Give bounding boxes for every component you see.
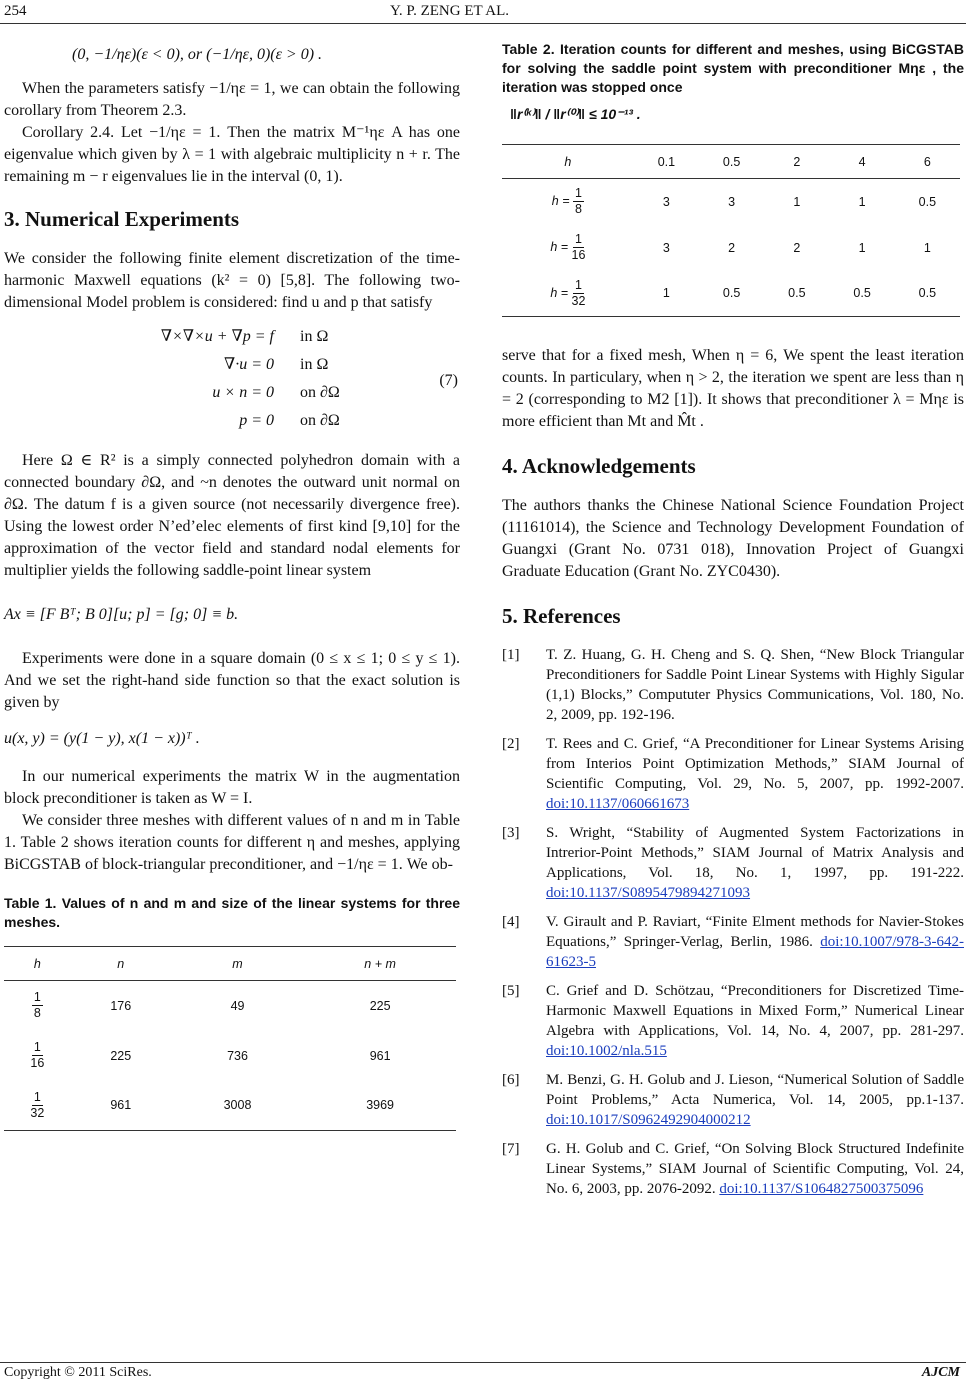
page-number: 254 [4,3,27,19]
fraction [30,1090,44,1121]
doi-link[interactable]: doi:10.1137/S0895479894271093 [546,885,751,901]
fraction-numerator: 1 [575,277,582,292]
footer-rule [0,1362,966,1363]
stopping-criterion: ‖r⁽ᵏ⁾‖ / ‖r⁽⁰⁾‖ ≤ 10⁻¹³ . [510,106,641,122]
reference-number: [2] [502,736,520,752]
fraction [32,990,43,1021]
paragraph-model-problem: We consider the following finite element discretization of the time-harmonic Maxwell equations (k² = 0) [5,8]. The following two-dimensional Model problem is considered: find u and p that satisfy [4,250,460,311]
fraction-denominator: 16 [30,1056,45,1070]
h-label: h = [550,239,569,254]
equation-system-7 [4,324,460,436]
reference-item [502,912,964,972]
interval-formula: (0, −1/ηε)(ε < 0), or (−1/ηε, 0)(ε > 0) . [72,46,323,63]
table-cell: 225 [369,998,391,1013]
corollary-2-4: Corollary 2.4. Let −1/ηε = 1. Then the matrix M⁻¹ηε A has one eigenvalue which given by λ = 1 with algebraic multiplicity n + r. The remaining m − r eigenvalues lie in the interval (0, 1). [4,124,460,185]
table-cell: 961 [110,1098,132,1113]
fraction-denominator: 8 [33,1006,41,1021]
doi-link[interactable]: doi:10.1017/S0962492904000212 [546,1112,751,1128]
journal-abbrev: AJCM [921,1365,960,1380]
table-row [502,271,960,317]
fraction-numerator: 1 [575,186,582,201]
right-column [502,40,964,1208]
table-2-caption: Table 2. Iteration counts for different and meshes, using BiCGSTAB for solving the saddle point system with preconditioner Mηε , the iteration was stopped once [502,41,964,95]
paragraph-domain: Here Ω ∈ R² is a simply connected polyhedron domain with a connected boundary ∂Ω, and ~n denotes the outward unit normal on ∂Ω. The datum f is a given source (not necessarily divergence free). Using the lowest order N’ed’elec elements of first kind [9,10] for the approximation of the vector field and standard nodal elements for multiplier yields the following saddle-point linear system [4,452,460,579]
table-cell-h [4,1031,71,1081]
fraction-numerator: 1 [575,232,582,246]
table-cell: 3 [662,194,670,209]
table-header-cell: 4 [858,154,866,169]
header-rule [0,23,966,24]
table-cell: 0.5 [918,194,937,209]
table-row [4,1031,456,1081]
reference-text: T. Z. Huang, G. H. Cheng and S. Q. Shen, “New Block Triangular Preconditioners for Saddle Point Linear Systems with Highly Sigular (1,1) Blocks,” Compututer Physics Communications, Vol. 180, No. 2, 2009, pp. 192-196. [546,647,964,723]
table-cell: 49 [230,998,245,1013]
fraction-numerator: 1 [33,990,41,1005]
table-row [502,179,960,225]
reference-item [502,823,964,903]
table-2 [502,144,960,317]
paragraph-augmentation: In our numerical experiments the matrix W in the augmentation block preconditioner is taken as W = I. [4,768,460,807]
table-cell: 176 [110,998,132,1013]
fraction [30,1040,44,1071]
table-cell: 736 [227,1048,248,1063]
equation-condition: on ∂Ω [300,384,340,401]
fraction [573,186,584,217]
paragraph-parameters: When the parameters satisfy −1/ηε = 1, we can obtain the following corollary from Theorem 2.3. [4,80,460,119]
equation-condition: in Ω [300,328,329,345]
reference-number: [4] [502,914,520,930]
doi-link[interactable]: doi:10.1137/S1064827500375096 [719,1181,924,1197]
table-cell: 0.5 [788,286,806,301]
table-header-cell: 2 [793,154,801,169]
paragraph-results: serve that for a fixed mesh, When η = 6, We spent the least iteration counts. In particulary, when η > 2, the iteration we spent are less than η = 2 (corresponding to M2 [1]). It shows that preconditioner λ = Mηε is more efficient than Mt and M̂t . [502,347,964,430]
table-row [4,981,456,1031]
table-header-cell: m [232,956,243,971]
doi-link[interactable]: doi:10.1137/060661673 [546,796,690,812]
h-label: h = [550,285,569,300]
running-title: Y. P. ZENG ET AL. [390,3,510,19]
table-cell: 0.5 [918,286,937,301]
table-cell: 961 [369,1048,391,1063]
reference-item [502,1070,964,1130]
equation-lhs: ∇×∇×u + ∇p = f [160,328,274,345]
fraction-denominator: 32 [571,293,586,308]
reference-text: V. Girault and P. Raviart, “Finite Elment methods for Navier-Stokes Equations,” Springer-Verlag, Berlin, 1986. [546,914,964,950]
table-row [502,225,960,271]
table-cell: 0.5 [853,286,871,301]
fraction-numerator: 1 [33,1089,41,1104]
reference-text: C. Grief and D. Schötzau, “Preconditioners for Discretized Time-Harmonic Maxwell Equations in Mixed Form,” Numerical Linear Algebra with Applications, Vol. 14, No. 4, 2007, pp. 281-297. [546,983,964,1039]
section-4-heading: 4. Acknowledgements [502,454,696,478]
table-cell: 2 [793,240,801,255]
table-cell: 2 [728,240,736,255]
fraction [572,278,586,309]
fraction-denominator: 16 [571,248,586,262]
reference-number: [1] [502,647,520,663]
table-cell-h [4,1081,71,1131]
table-1-caption: Table 1. Values of n and m and size of the linear systems for three meshes. [4,895,460,930]
section-3-heading: 3. Numerical Experiments [4,207,240,231]
table-header-cell: n + m [364,956,396,971]
table-cell-h [502,271,634,317]
reference-text: G. H. Golub and C. Grief, “On Solving Block Structured Indefinite Linear Systems,” SIAM Journal of Scientific Computing, Vol. 24, No. 6, 2003, pp. 2076-2092. [546,1141,964,1197]
table-header-cell: h [564,154,572,169]
h-label: h = [551,194,570,209]
reference-number: [5] [502,983,520,999]
copyright-notice: Copyright © 2011 SciRes. [4,1365,152,1380]
equation-lhs: ∇·u = 0 [224,356,274,373]
table-cell: 225 [110,1048,132,1063]
table-cell-h [502,179,634,225]
table-header-row [502,145,960,179]
reference-text: T. Rees and C. Grief, “A Preconditioner for Linear Systems Arising from Interios Point Optimization Methods,” SIAM Journal of Scientific Computing, Vol. 29, No. 5, 2007, pp. 1992-2007. [546,736,964,792]
exact-solution: u(x, y) = (y(1 − y), x(1 − x))ᵀ . [4,730,200,747]
section-5-heading: 5. References [502,604,621,628]
saddle-point-system: Ax ≡ [F Bᵀ; B 0][u; p] = [g; 0] ≡ b. [4,606,239,623]
reference-item [502,981,964,1061]
reference-item [502,1139,964,1199]
fraction-numerator: 1 [33,1040,41,1054]
table-row [4,1081,456,1131]
fraction [572,232,586,263]
equation-condition: in Ω [300,356,329,373]
table-cell: 3008 [223,1098,252,1113]
reference-number: [3] [502,825,520,841]
reference-item [502,734,964,814]
table-cell: 3969 [366,1098,395,1113]
table-cell: 3 [728,194,736,209]
table-cell: 1 [793,194,801,209]
reference-number: [7] [502,1141,520,1157]
table-cell: 1 [923,240,931,255]
equation-lhs: u × n = 0 [212,384,274,401]
paragraph-acknowledgements: The authors thanks the Chinese National Science Foundation Project (11161014), the Science and Technology Development Foundation of Guangxi (Grant No. 0731 018), Innovation Project of Guangxi Graduate Education (Grant No. ZYC0430). [502,497,964,580]
table-header-row [4,947,456,981]
reference-number: [6] [502,1072,520,1088]
table-cell-h [502,225,634,271]
paragraph-experiments: Experiments were done in a square domain (0 ≤ x ≤ 1; 0 ≤ y ≤ 1). And we set the right-hand side function so that the exact solution is given by [4,650,460,711]
reference-text: S. Wright, “Stability of Augmented System Factorizations in Intrerior-Point Methods,” SIAM Journal of Matrix Analysis and Applications, Vol. 18, No. 1, 1997, pp. 191-222. [546,825,964,881]
paragraph-meshes: We consider three meshes with different values of n and m in Table 1. Table 2 shows iteration counts for different η and meshes, applying BiCGSTAB of block-triangular preconditioner, and −1/ηε = 1. We ob- [4,812,460,873]
table-cell-h [4,981,71,1031]
fraction-denominator: 32 [30,1105,45,1120]
table-header-cell: 0.1 [657,154,676,169]
table-header-cell: 6 [923,154,931,169]
table-cell: 3 [662,240,670,255]
doi-link[interactable]: doi:10.1002/nla.515 [546,1043,667,1059]
reference-text: M. Benzi, G. H. Golub and J. Lieson, “Numerical Solution of Saddle Point Problems,” Acta Numerica, Vol. 14, 2005, pp.1-137. [546,1072,964,1108]
table-cell: 1 [858,194,866,209]
doi-link[interactable]: doi:10.1007/978-3-642-61623-5 [546,934,964,970]
fraction-denominator: 8 [575,202,582,217]
reference-list [502,645,964,1199]
equation-lhs: p = 0 [239,412,274,429]
table-1 [4,946,456,1131]
equation-condition: on ∂Ω [300,412,340,429]
table-cell: 1 [858,240,866,255]
table-header-cell: n [117,956,125,971]
left-column [4,40,460,1131]
table-cell: 0.5 [722,286,741,301]
reference-item [502,645,964,725]
table-header-cell: h [33,956,41,971]
equation-number: (7) [439,372,458,389]
table-header-cell: 0.5 [722,154,741,169]
table-cell: 1 [662,286,670,301]
